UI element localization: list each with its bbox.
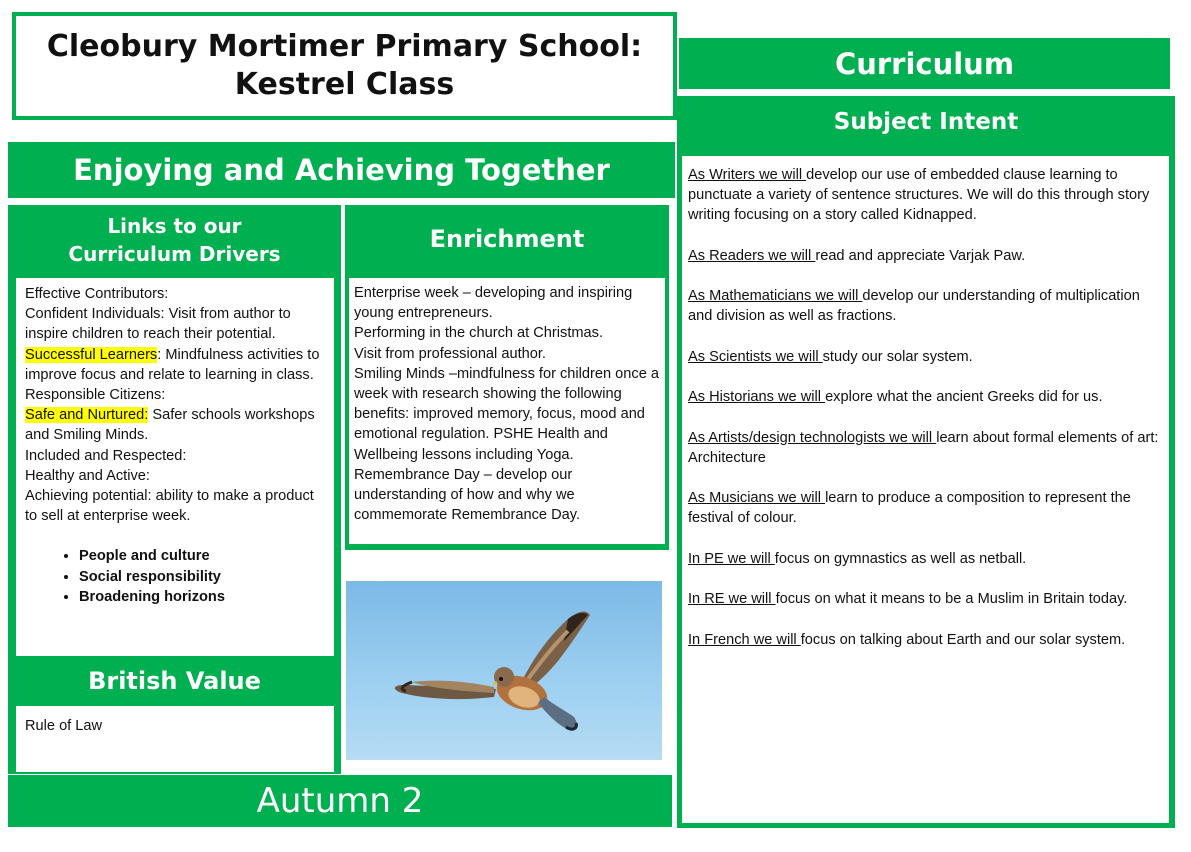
british-value-heading: British Value	[88, 667, 261, 695]
subject-intent-heading: Subject Intent	[833, 109, 1019, 135]
subject-lead: As Readers we will	[688, 247, 816, 264]
subject-item	[688, 549, 1163, 569]
subject-item	[688, 630, 1163, 650]
subject-lead: As Artists/design technologists we will	[688, 429, 937, 446]
driver-lead: Responsible Citizens:	[25, 387, 166, 404]
drivers-heading: Links to our Curriculum Drivers	[68, 214, 281, 266]
driver-lead: Successful Learners	[25, 346, 158, 363]
subject-item	[688, 286, 1163, 326]
driver-line	[25, 385, 330, 405]
subject-detail: develop our understanding of multiplication and division as well as fractions.	[688, 288, 1140, 325]
driver-lead: Included and Respected:	[25, 447, 187, 464]
driver-bullet: • People and culture	[79, 546, 330, 566]
drivers-content	[16, 278, 334, 656]
driver-line	[25, 486, 330, 526]
enrichment-item: Enterprise week – developing and inspiring young entrepreneurs.	[354, 285, 633, 322]
header-frame	[12, 12, 677, 120]
term-label: Autumn 2	[256, 781, 424, 821]
subject-item	[688, 488, 1163, 528]
school-title: Cleobury Mortimer Primary School:	[46, 29, 643, 64]
driver-lead: Effective Contributors:	[25, 286, 169, 302]
driver-line	[25, 405, 330, 445]
driver-detail: Safer schools workshops and Smiling Minds.	[25, 407, 315, 444]
driver-line	[25, 466, 330, 486]
subject-detail: focus on talking about Earth and our solar system.	[800, 631, 1126, 648]
subject-item	[688, 347, 1163, 367]
subject-lead: In PE we will	[688, 550, 775, 567]
driver-detail: : Mindfulness activities to improve focus and relate to learning in class.	[25, 346, 320, 383]
driver-lead: Confident Individuals: Visit from author to inspire children to reach their potential.	[25, 306, 291, 343]
subject-detail: focus on gymnastics as well as netball.	[774, 550, 1027, 567]
subject-lead: As Mathematicians we will	[688, 288, 863, 305]
driver-lead: Healthy and Active:	[25, 467, 150, 484]
driver-line	[25, 446, 330, 466]
enrichment-item: Visit from professional author.	[354, 345, 546, 362]
motto-banner	[8, 142, 675, 198]
subject-detail: explore what the ancient Greeks did for us.	[825, 389, 1103, 406]
british-value-text: Rule of Law	[25, 718, 103, 734]
subject-detail: develop our use of embedded clause learning to punctuate a variety of sentence structures. We will do this through story writing focusing on a story called Kidnapped.	[688, 167, 1150, 224]
driver-line	[25, 345, 330, 385]
driver-bullets	[79, 546, 330, 607]
subject-item	[688, 165, 1163, 226]
curriculum-banner	[679, 38, 1170, 89]
kestrel-icon	[346, 581, 662, 760]
subject-lead: As Historians we will	[688, 389, 826, 406]
subject-detail: learn about formal elements of art: Architecture	[688, 429, 1159, 466]
subject-lead: As Writers we will	[688, 167, 807, 183]
driver-line	[25, 304, 330, 344]
enrichment-item: Remembrance Day – develop our understanding of how and why we commemorate Remembrance Day.	[354, 466, 581, 524]
subject-detail: learn to produce a composition to represent the festival of colour.	[688, 490, 1131, 527]
subject-detail: focus on what it means to be a Muslim in Britain today.	[775, 591, 1128, 608]
subject-item	[688, 589, 1163, 609]
subject-detail: study our solar system.	[822, 348, 973, 365]
curriculum-title: Curriculum	[834, 46, 1015, 81]
subject-lead: In French we will	[688, 631, 801, 648]
subject-item	[688, 387, 1163, 407]
subject-item	[688, 246, 1163, 266]
class-title: Kestrel Class	[234, 67, 455, 102]
driver-line	[25, 284, 330, 304]
driver-bullet: • Broadening horizons	[79, 587, 330, 607]
term-banner	[8, 775, 672, 827]
subject-lead: As Musicians we will	[688, 490, 826, 507]
subject-lead: In RE we will	[688, 591, 776, 608]
subject-intent-content	[682, 156, 1169, 823]
enrichment-content	[349, 278, 665, 544]
driver-lead: Safe and Nurtured:	[25, 407, 149, 424]
driver-lead: Achieving potential: ability to make a product to sell at enterprise week.	[25, 488, 314, 525]
british-value-content	[16, 706, 334, 772]
motto-title: Enjoying and Achieving Together	[73, 153, 610, 187]
subject-detail: read and appreciate Varjak Paw.	[815, 247, 1026, 264]
enrichment-item: Performing in the church at Christmas.	[354, 325, 603, 342]
driver-bullet: • Social responsibility	[79, 567, 330, 587]
subject-lead: As Scientists we will	[688, 348, 823, 365]
enrichment-item: Smiling Minds –mindfulness for children once a week with research showing the following benefits: improved memory, focus, mood and emotional regulation. PSHE Health and Wellbeing lessons including Yoga.	[354, 365, 659, 463]
kestrel-photo	[346, 581, 662, 760]
subject-item	[688, 428, 1163, 468]
enrichment-heading: Enrichment	[429, 225, 585, 253]
header-box	[16, 16, 673, 116]
